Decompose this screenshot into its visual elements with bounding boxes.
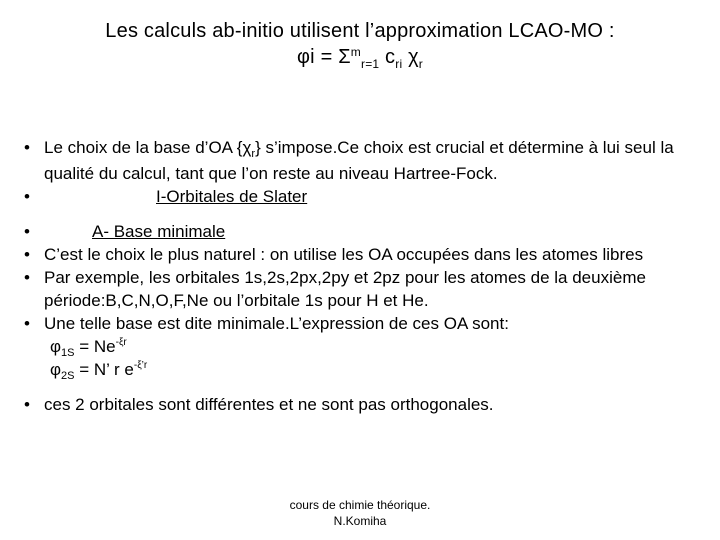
bullet-icon: • <box>24 138 30 157</box>
slide-footer <box>0 497 720 529</box>
formula-phi-2s: $\varphi_{2S} = N$’ r $e^{-\xi’r}$ <box>50 360 148 382</box>
bullet-icon: • <box>24 314 30 333</box>
list-item <box>24 220 704 243</box>
bullet-icon: • <box>24 268 30 287</box>
footer-course: cours de chimie théorique. <box>289 498 431 512</box>
item-minimal-basis: Une telle base est dite minimale.L’expression de ces OA sont: <box>44 314 509 333</box>
phi-symbol: φ <box>50 360 62 379</box>
bullet-icon: • <box>24 222 30 241</box>
list-item <box>24 312 704 335</box>
bullet-icon: • <box>24 245 30 264</box>
list-item <box>24 136 704 185</box>
title-line-1: Les calculs ab-initio utilisent l’approximation LCAO-MO : <box>105 20 615 42</box>
phi-symbol: φ <box>50 337 62 356</box>
list-item <box>24 393 704 416</box>
section-heading-minimal-basis: A- Base minimale <box>92 222 226 241</box>
bullet-icon: • <box>24 187 30 206</box>
item-example: Par exemple, les orbitales 1s,2s,2px,2py et 2pz pour les atomes de la deuxième période:B,C,N,O,F,Ne ou l’orbitale 1s pour H et He. <box>44 268 646 310</box>
section-heading-slater: I-Orbitales de Slater <box>156 187 308 206</box>
list-item <box>24 185 704 208</box>
list-item <box>24 266 704 312</box>
phi-symbol: φ <box>297 46 311 68</box>
item-basis-choice: Le choix de la base d’OA $\{\chi_r\}$ s’impose.Ce choix est crucial et détermine à lui seul la qualité du calcul, tant que l’on reste au niveau Hartree-Fock. <box>44 138 674 183</box>
title-formula: $\varphi i = \Sigma^m_{r=1}$ $c_{ri}$ $\chi_r$ <box>297 45 423 71</box>
footer-author: N.Komiha <box>333 514 387 528</box>
chi-symbol: χ <box>408 46 419 68</box>
item-non-orthogonal: ces 2 orbitales sont différentes et ne sont pas orthogonales. <box>44 395 494 414</box>
sigma-symbol: Σ <box>338 46 351 68</box>
slide-title <box>0 18 720 72</box>
item-natural-choice: C’est le choix le plus naturel : on utilise les OA occupées dans les atomes libres <box>44 245 644 264</box>
bullet-list <box>24 136 704 416</box>
formula-phi-1s: $\varphi_{1S} = Ne^{-\xi r}$ <box>50 337 127 359</box>
list-item <box>24 243 704 266</box>
bullet-icon: • <box>24 395 30 414</box>
